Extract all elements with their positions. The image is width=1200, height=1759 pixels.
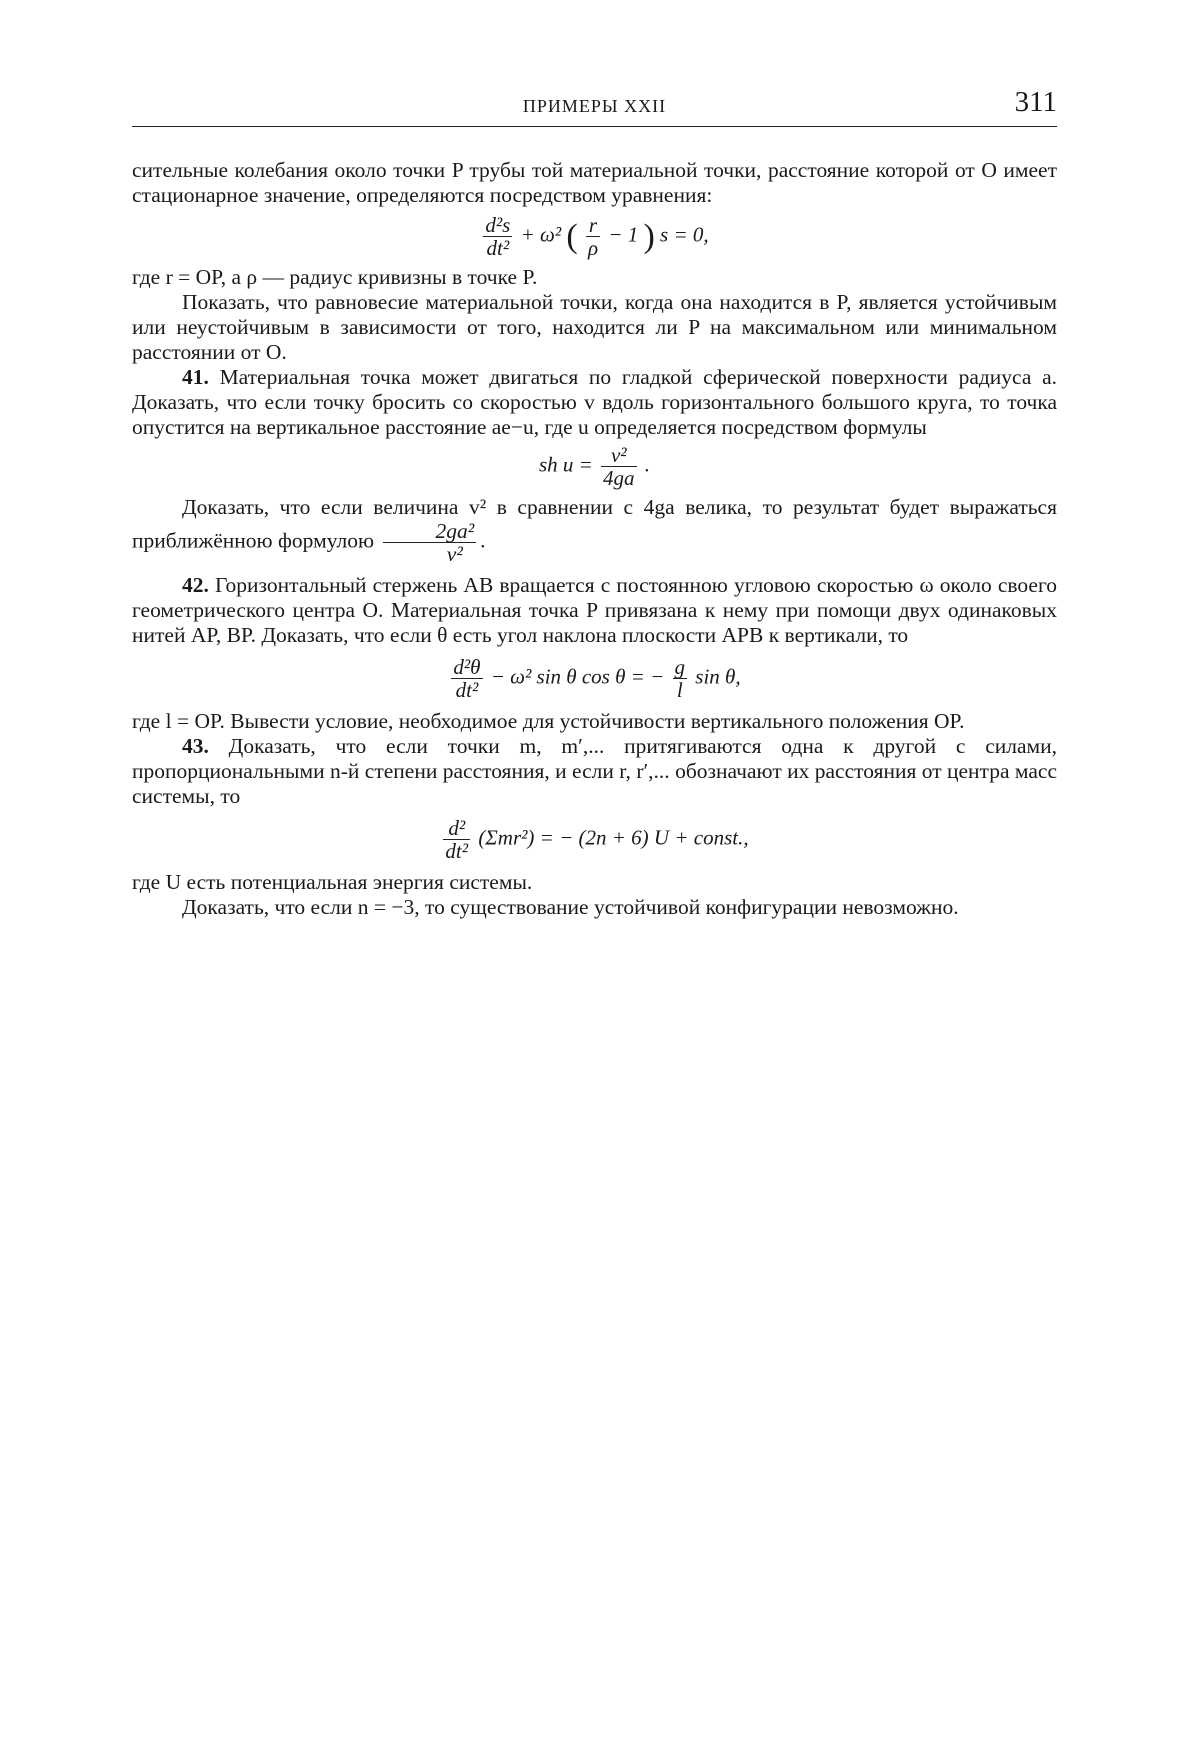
fraction-g-l: $\frac{g}{l}$ xyxy=(674,655,686,702)
equation-term: sin θ, xyxy=(695,664,741,689)
equation-term: − ω² sin θ cos θ = − xyxy=(490,664,665,689)
page-header xyxy=(132,86,1057,127)
problem-42 xyxy=(132,573,1057,648)
fraction-d2-dt2: $\frac{\text{d²}}{\text{dt²}}$ xyxy=(445,816,469,863)
paragraph-approximation: Доказать, что если величина v² в сравнении с 4ga велика, то результат будет выражаться приближённою формулою $\frac{\text{2ga²}}{\text{v²}}$ . xyxy=(132,495,1057,566)
fraction-v2-4ga: $\frac{\text{v²}}{4ga}$ xyxy=(603,443,635,490)
problem-text: Материальная точка может двигаться по гладкой сферической поверхности радиуса a. Доказать, что если точку бросить со скоростью v вдоль горизонтального большого круга, то точка опустится на вертикальное расстояние ae−u, где u определяется посредством формулы xyxy=(132,365,1058,439)
running-title: ПРИМЕРЫ XXII xyxy=(522,96,667,116)
paragraph: Показать, что равновесие материальной точки, когда она находится в P, является устойчивым или неустойчивым в зависимости от того, находится ли P на максимальном или минимальном расстоянии от O. xyxy=(132,290,1057,364)
problem-number: 42. xyxy=(182,573,209,597)
equation-sh-u xyxy=(132,444,1057,489)
equation-term: (Σmr²) = − (2n + 6) U + const., xyxy=(478,825,749,850)
fraction-d2theta-dt2: $\frac{\text{d²θ}}{\text{dt²}}$ xyxy=(453,655,481,702)
fraction-r-rho: $\frac{r}{\rho}$ xyxy=(587,213,599,260)
paragraph: где U есть потенциальная энергия системы. xyxy=(132,870,533,894)
equation-term: . xyxy=(644,452,651,477)
equation-term: sh u = xyxy=(538,452,593,477)
problem-number: 43. xyxy=(182,734,209,758)
problem-number: 41. xyxy=(182,365,209,389)
problem-43 xyxy=(132,734,1057,809)
page-body xyxy=(132,158,1057,920)
problem-text: Горизонтальный стержень AB вращается с постоянною угловою скоростью ω около своего геометрического центра O. Материальная точка P привязана к нему при помощи двух одинаковых нитей AP, BP. Доказать, что если θ есть угол наклона плоскости APB к вертикали, то xyxy=(132,573,1058,647)
equation-theta xyxy=(132,656,1057,701)
paragraph: где r = OP, а ρ — радиус кривизны в точке P. xyxy=(132,265,538,289)
equation-term: s = 0, xyxy=(660,222,709,247)
equation-term: − 1 xyxy=(608,222,639,247)
paragraph-continuation: сительные колебания около точки P трубы той материальной точки, расстояние которой от O имеет стационарное значение, определяются посредством уравнения: xyxy=(132,158,1057,207)
fraction-2ga2-v2: $\frac{\text{2ga²}}{\text{v²}}$ xyxy=(383,520,476,565)
paragraph: где l = OP. Вывести условие, необходимое для устойчивости вертикального положения OP. xyxy=(132,709,965,733)
paragraph: Доказать, что если n = −3, то существование устойчивой конфигурации невозможно. xyxy=(182,895,959,919)
equation-oscillation: $\frac{\text{d²s}}{\text{dt²}}$ + ω² ( $\frac{r}{\rho}$ − 1 ) s = 0, xyxy=(485,213,709,260)
problem-text: Доказать, что если точки m, m′,... притягиваются одна к другой с силами, пропорциональными n-й степени расстояния, и если r, r′,... обозначают их расстояния от центра масс системы, то xyxy=(132,734,1058,808)
problem-41 xyxy=(132,365,1057,440)
page-number: 311 xyxy=(1014,86,1057,118)
fraction-d2s-dt2: $\frac{\text{d²s}}{\text{dt²}}$ xyxy=(485,213,511,260)
equation-sum-mr2 xyxy=(132,817,1057,862)
equation-term: + ω² xyxy=(520,222,562,247)
